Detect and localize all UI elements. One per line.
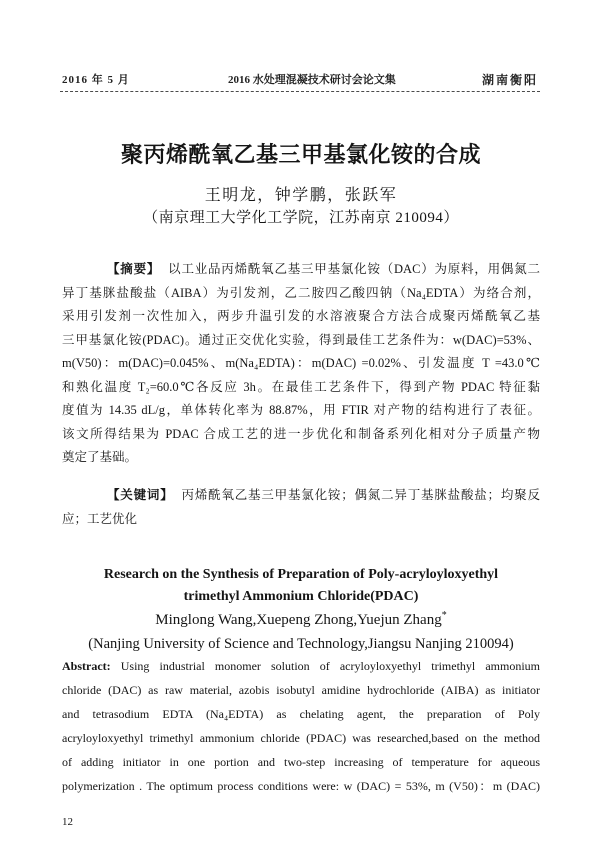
- abstract-en-line: chloride (DAC) as raw material, azobis isobutyl amidine hydrochloride (AIBA) as initiator: [62, 683, 540, 697]
- affiliation-zh: （南京理工大学化工学院，江苏南京 210094）: [143, 210, 459, 226]
- authors-zh: 王明龙，钟学鹏，张跃军: [204, 187, 398, 204]
- abstract-en-line: and tetrasodium EDTA (Na₄EDTA) as chelating agent, the preparation of Poly: [62, 707, 540, 721]
- abstract-en-label: Abstract:: [62, 659, 111, 673]
- keywords-zh: [62, 483, 540, 531]
- abstract-zh-line: 奠定了基础。: [62, 450, 138, 464]
- page-number: 12: [62, 816, 73, 828]
- paper-title-en: [62, 564, 540, 608]
- abstract-zh-text: 以工业品丙烯酰氧乙基三甲基氯化铵（DAC）为原料，用偶氮二: [168, 262, 540, 276]
- affiliation-en: (Nanjing University of Science and Technology,Jiangsu Nanjing 210094): [88, 636, 514, 652]
- paper-title-en-line: trimethyl Ammonium Chloride(PDAC): [183, 589, 419, 604]
- paper-title-zh: 聚丙烯酰氧乙基三甲基氯化铵的合成: [120, 142, 481, 167]
- abstract-en-line: polymerization . The optimum process conditions were: w (DAC) = 53%, m (V50)：m (DAC): [62, 779, 540, 793]
- abstract-zh-line: 三甲基氯化铵(PDAC)。通过正交优化实验，得到最佳工艺条件为：w(DAC)=53%、: [62, 332, 540, 347]
- header-proceedings-title: 2016 水处理混凝技术研讨会论文集: [228, 74, 396, 86]
- header-rule: [60, 91, 540, 92]
- abstract-zh-line: 和熟化温度 T₂=60.0℃各反应 3h。在最佳工艺条件下，得到产物 PDAC 特征黏: [62, 379, 540, 394]
- abstract-zh-label: 【摘要】: [107, 262, 161, 276]
- abstract-zh-line: [62, 258, 540, 282]
- abstract-en-line: of adding initiator in one portion and two-step increasing of temperature for aqueous: [62, 755, 540, 769]
- keywords-zh-label: 【关键词】: [107, 488, 174, 502]
- abstract-zh-line: 该文所得结果为 PDAC 合成工艺的进一步优化和制备系列化相对分子质量产物: [62, 426, 540, 441]
- abstract-en-text: Using industrial monomer solution of acryloyloxyethyl trimethyl ammonium: [120, 659, 540, 673]
- keywords-zh-text: 丙烯酰氧乙基三甲基氯化铵；偶氮二异丁基脒盐酸盐；均聚反: [181, 488, 540, 502]
- keywords-zh-line: 应；工艺优化: [62, 512, 138, 526]
- header-date: 2016 年 5 月: [62, 74, 130, 86]
- abstract-en-line: acryloyloxyethyl trimethyl ammonium chloride (PDAC) was researched,based on the method: [62, 731, 540, 745]
- header-location: 湖南衡阳: [481, 73, 538, 87]
- abstract-en: [62, 654, 540, 798]
- abstract-zh-line: 采用引发剂一次性加入，两步升温引发的水溶液聚合方法合成聚丙烯酰氧乙基: [62, 309, 540, 323]
- abstract-zh: [62, 258, 540, 470]
- abstract-zh-line: 异丁基脒盐酸盐（AIBA）为引发剂，乙二胺四乙酸四钠（Na₄EDTA）为络合剂，: [62, 285, 540, 300]
- authors-en: [62, 609, 540, 633]
- corresponding-author-mark: *: [441, 610, 447, 621]
- abstract-zh-line: m(V50)：m(DAC)=0.045%、m(Na₄EDTA)：m(DAC) =0.02%、引发温度 T =43.0℃: [62, 356, 540, 370]
- abstract-en-line: [62, 654, 540, 678]
- authors-en-names: Minglong Wang,Xuepeng Zhong,Yuejun Zhang: [155, 612, 442, 628]
- paper-title-en-line: Research on the Synthesis of Preparation of Poly-acryloyloxyethyl: [103, 567, 499, 582]
- keywords-zh-line: [62, 483, 540, 507]
- abstract-zh-line: 度值为 14.35 dL/g，单体转化率为 88.87%，用 FTIR 对产物的结构进行了表征。: [62, 403, 540, 417]
